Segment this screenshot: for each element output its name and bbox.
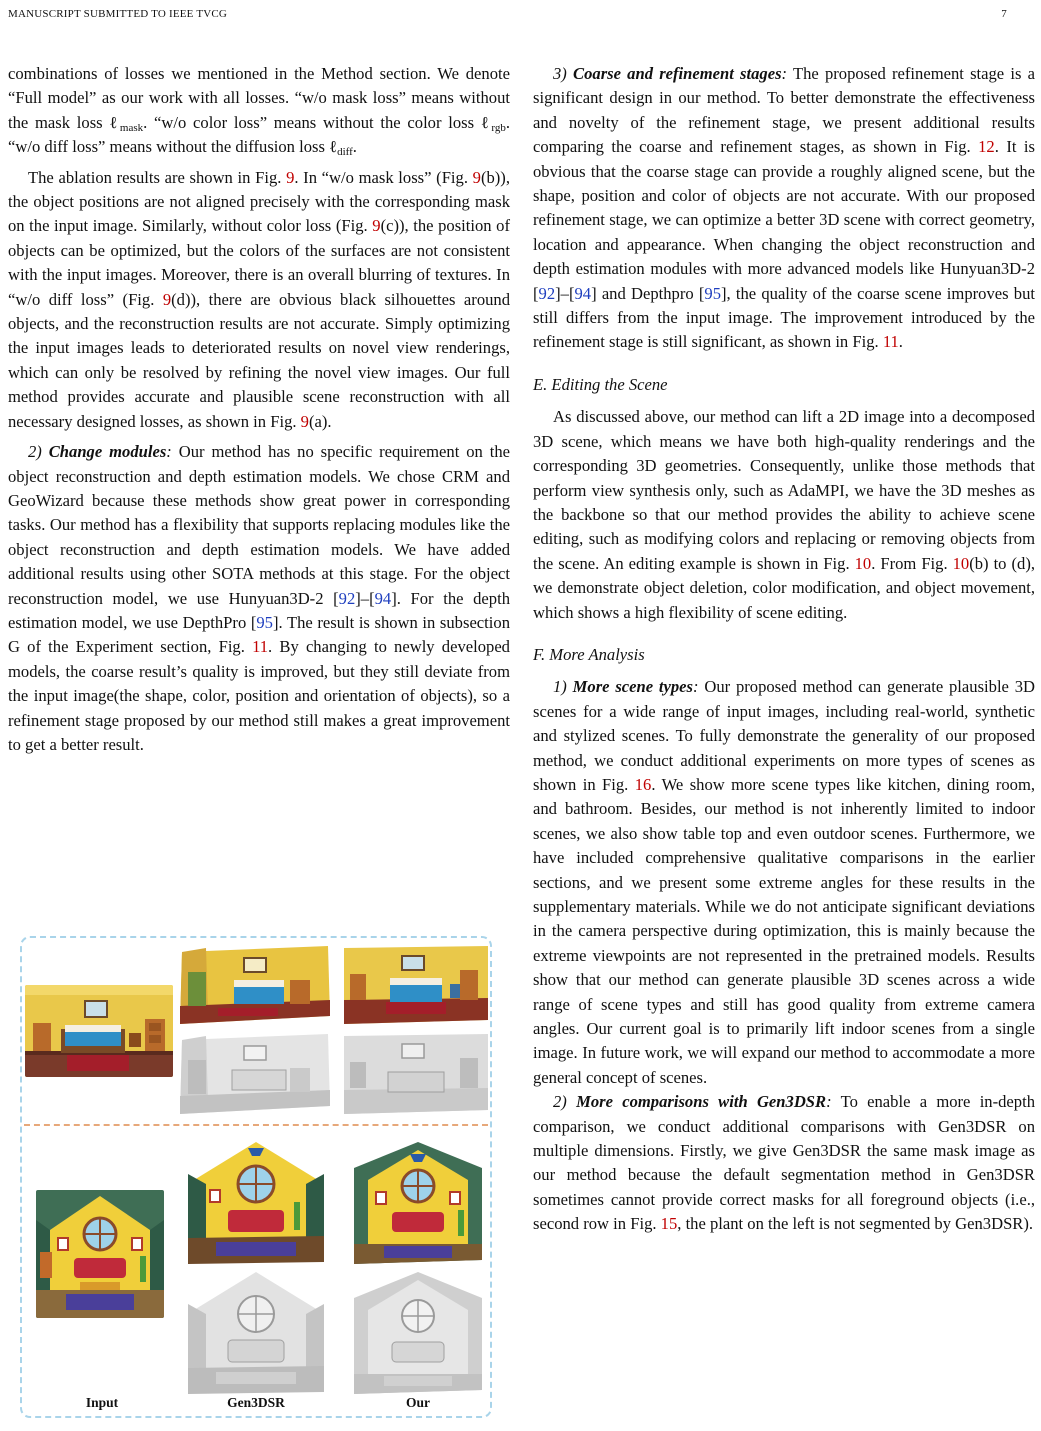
subsection-title: Change modules [48, 442, 167, 462]
input-image-bedroom [25, 985, 173, 1077]
running-header [8, 8, 1033, 22]
citation-link[interactable]: 92 [538, 283, 556, 303]
section-heading-more-analysis: F. More Analysis [533, 644, 645, 664]
citation-link[interactable]: 94 [374, 588, 392, 608]
paragraph-losses: combinations of losses we mentioned in the Method section. We denote “Full model” as our work with all losses. “w/o mask loss” means without the mask loss ℓ$_{mask}$. “w/o color loss” means without the color loss ℓ$_{rgb}$. “w/o diff loss” means without the diffusion loss ℓ$_{diff}$. [8, 64, 510, 159]
our-mesh-bedroom [342, 1030, 490, 1118]
our-render-bedroom [342, 944, 490, 1026]
figure-label-our: Our [405, 1395, 430, 1410]
citation-link[interactable]: 92 [338, 588, 356, 608]
paragraph-change-modules: 2) Change modules: Our method has no specific requirement on the object reconstruction and depth estimation models. We chose CRM and GeoWizard because these methods show great power in corresponding tasks. Our method has a flexibility that supports replacing modules like the object reconstruction and depth estimation models. We have added additional results using other SOTA methods at this stage. For the object reconstruction model, we use Hunyuan3D-2 [92]–[94]. For the depth estimation model, we use DepthPro [95]. The result is shown in subsection G of the Experiment section, Fig. 11. By changing to newly developed models, the coarse result’s quality is improved, but they still deviate from the input image(the shape, color, position and orientation of objects), so a refinement stage proposed by our method still makes a great improvement to get a better result. [8, 442, 510, 754]
figure-row-divider [24, 1124, 488, 1126]
figure-ref-link[interactable]: 16 [634, 774, 652, 794]
figure-ref-link[interactable]: 9 [162, 289, 172, 309]
input-image-living-room [36, 1190, 164, 1318]
gen3dsr-mesh-bedroom [178, 1030, 334, 1118]
gen3dsr-mesh-living-room [186, 1270, 326, 1396]
gen3dsr-render-living-room [186, 1140, 326, 1266]
paragraph-editing: As discussed above, our method can lift a 2D image into a decomposed 3D scene, which means we have both high-quality renderings and the corresponding 3D geometries. Consequently, unlike those methods that perform view synthesis only, such as AdaMPI, we have the 3D meshes as the backbone so that our method provides the ability to achieve scene editing, such as modifying colors and replacing or removing objects from the scene. An editing example is shown in Fig. 10. From Fig. 10(b) to (d), we demonstrate object deletion, color modification, and object movement, which shows a high flexibility of scene editing. [533, 407, 1035, 622]
figure-ref-link[interactable]: 11 [252, 637, 269, 657]
paragraph-gen3dsr-comparison: 2) More comparisons with Gen3DSR: To enable a more in-depth comparison, we conduct additional comparisons with Gen3DSR on multiple dimensions. Firstly, we give Gen3DSR the same mask image as our method because the default segmentation method in Gen3DSR sometimes cannot provide correct masks for all foreground objects (i.e., second row in Fig. 15, the plant on the left is not segmented by Gen3DSR). [533, 1092, 1035, 1234]
paragraph-coarse-refinement: 3) Coarse and refinement stages: The proposed refinement stage is a significant design in our method. To better demonstrate the effectiveness and novelty of the refinement stage, we present additional results comparing the coarse and refinement stages, as shown in Fig. 12. It is obvious that the coarse stage can provide a roughly aligned scene, but the shape, position and color of objects are not accurate. With our proposed refinement stage, we can optimize a better 3D scene with correct geometry, location and appearance. When changing the object reconstruction and depth estimation modules with more advanced models like Hunyuan3D-2 [92]–[94] and Depthpro [95], the quality of the coarse scene improves but still differs from the input image. The improvement introduced by the refinement stage is still significant, as shown in Fig. 11. [533, 64, 1035, 352]
subsection-title: More comparisons with Gen3DSR [576, 1092, 827, 1112]
journal-header: MANUSCRIPT SUBMITTED TO IEEE TVCG [8, 8, 228, 20]
citation-link[interactable]: 94 [574, 283, 592, 303]
right-column [533, 62, 1035, 1237]
paragraph-ablation-results: The ablation results are shown in Fig. 9. In “w/o mask loss” (Fig. 9(b)), the object positions are not aligned precisely with the corresponding mask on the input image. Similarly, without color loss (Fig. 9(c)), the position of objects can be optimized, but the colors of the surfaces are not consistent with the input images. Moreover, there is an overall blurring of textures. In “w/o diff loss” (Fig. 9(d)), there are obvious black silhouettes around objects, and the reconstruction results are not accurate. Simply optimizing the input images leads to deteriorated results on novel view renderings, which can only be resolved by refining the novel view images. Our full method provides accurate and plausible scene reconstruction with all necessary designed losses, as shown in Fig. 9(a). [8, 167, 511, 431]
comparison-figure [20, 936, 492, 1418]
subsection-title: More scene types [572, 677, 694, 697]
figure-ref-link[interactable]: 11 [882, 332, 899, 352]
figure-label-input: Input [85, 1395, 119, 1410]
figure-label-gen3dsr: Gen3DSR [227, 1395, 285, 1410]
paragraph-more-scene-types: 1) More scene types: Our proposed method can generate plausible 3D scenes for a wide range of input images, including real-world, synthetic and stylized scenes. To fully demonstrate the generality of our proposed method, we conduct additional experiments on more types of scenes as shown in Fig. 16. We show more scene types like kitchen, dining room, and bathroom. Besides, our method is not inherently limited to indoor scenes, we also show table top and even outdoor scenes. Furthermore, we have included comprehensive qualitative comparisons in the earlier sections, and we present some extreme angles for these results in the supplementary materials. While we do not anticipate significant deviations in the camera perspective during optimization, this is mainly because the extreme viewpoints are not represented in the pretrained models. Results show that our method can generate plausible 3D scenes across a wide range of scene types and still has good quality from extreme camera angles. Our current goal is to primarily lift indoor scenes from a single image. In future work, we will expand our method to accommodate a more general concept of scenes. [533, 677, 1035, 1087]
our-render-living-room [352, 1140, 484, 1266]
figure-ref-link[interactable]: 12 [978, 137, 995, 157]
figure-ref-link[interactable]: 9 [372, 216, 381, 236]
figure-ref-link[interactable]: 9 [286, 167, 295, 187]
figure-ref-link[interactable]: 15 [660, 1214, 678, 1234]
section-heading-editing: E. Editing the Scene [533, 374, 668, 394]
figure-ref-link[interactable]: 9 [300, 411, 309, 431]
subsection-title: Coarse and refinement stages [573, 64, 782, 83]
gen3dsr-render-bedroom [178, 944, 334, 1026]
citation-link[interactable]: 95 [704, 283, 721, 303]
citation-link[interactable]: 95 [256, 612, 273, 632]
left-column [8, 62, 510, 757]
figure-ref-link[interactable]: 10 [854, 553, 872, 573]
figure-ref-link[interactable]: 9 [472, 167, 481, 187]
figure-ref-link[interactable]: 10 [952, 553, 970, 573]
page-number: 7 [1001, 8, 1007, 20]
our-mesh-living-room [352, 1270, 484, 1396]
